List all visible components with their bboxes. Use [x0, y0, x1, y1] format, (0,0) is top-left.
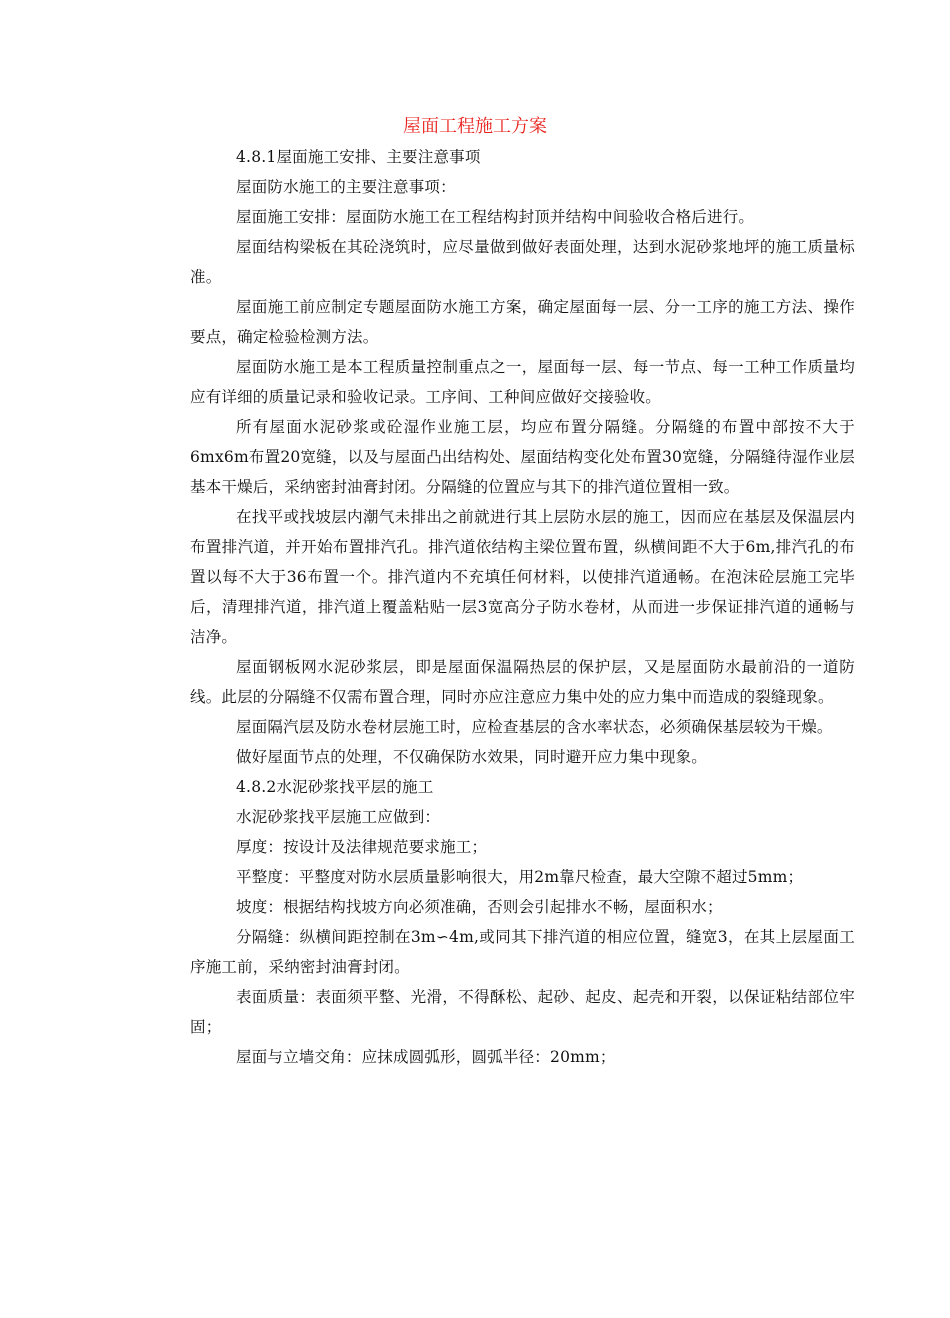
paragraph: 屋面施工安排：屋面防水施工在工程结构封顶并结构中间验收合格后进行。 [236, 208, 755, 226]
paragraph: 屋面施工前应制定专题屋面防水施工方案，确定屋面每一层、分一工序的施工方法、操作要点，确定检验检测方法。 [190, 298, 855, 346]
paragraph: 表面质量：表面须平整、光滑，不得酥松、起砂、起皮、起壳和开裂，以保证粘结部位牢固； [190, 988, 855, 1036]
paragraph: 所有屋面水泥砂浆或砼湿作业施工层，均应布置分隔缝。分隔缝的布置中部按不大于6mx6m布置20宽缝，以及与屋面凸出结构处、屋面结构变化处布置30宽缝，分隔缝待湿作业层基本干燥后，采纳密封油膏封闭。分隔缝的位置应与其下的排汽道位置相一致。 [190, 418, 855, 496]
paragraph: 屋面防水施工是本工程质量控制重点之一，屋面每一层、每一节点、每一工种工作质量均应有详细的质量记录和验收记录。工序间、工种间应做好交接验收。 [190, 358, 855, 406]
paragraph: 分隔缝：纵横间距控制在3m∽4m,或同其下排汽道的相应位置，缝宽3，在其上层屋面工序施工前，采纳密封油膏封闭。 [190, 928, 855, 976]
paragraph: 水泥砂浆找平层施工应做到： [236, 808, 441, 826]
paragraph: 屋面防水施工的主要注意事项： [236, 178, 456, 196]
section-heading-4-8-1: 4.8.1屋面施工安排、主要注意事项 [236, 148, 481, 166]
section-heading-4-8-2: 4.8.2水泥砂浆找平层的施工 [236, 778, 434, 796]
paragraph: 做好屋面节点的处理，不仅确保防水效果，同时避开应力集中现象。 [236, 748, 708, 766]
paragraph: 屋面隔汽层及防水卷材层施工时，应检查基层的含水率状态，必须确保基层较为干燥。 [236, 718, 833, 736]
paragraph: 坡度：根据结构找坡方向必须准确，否则会引起排水不畅，屋面积水； [236, 898, 723, 916]
paragraph: 在找平或找坡层内潮气未排出之前就进行其上层防水层的施工，因而应在基层及保温层内布置排汽道，并开始布置排汽孔。排汽道依结构主梁位置布置，纵横间距不大于6m,排汽孔的布置以每不大于36布置一个。排汽道内不充填任何材料，以使排汽道通畅。在泡沫砼层施工完毕后，清理排汽道，排汽道上覆盖粘贴一层3宽高分子防水卷材，从而进一步保证排汽道的通畅与洁净。 [190, 508, 855, 646]
document-body [190, 142, 855, 1072]
paragraph: 屋面与立墙交角：应抹成圆弧形，圆弧半径：20mm； [236, 1048, 616, 1066]
paragraph: 屋面钢板网水泥砂浆层，即是屋面保温隔热层的保护层，又是屋面防水最前沿的一道防线。此层的分隔缝不仅需布置合理，同时亦应注意应力集中处的应力集中而造成的裂缝现象。 [190, 658, 855, 706]
paragraph: 屋面结构梁板在其砼浇筑时，应尽量做到做好表面处理，达到水泥砂浆地坪的施工质量标准。 [190, 238, 855, 286]
paragraph: 厚度：按设计及法律规范要求施工； [236, 838, 488, 856]
paragraph: 平整度：平整度对防水层质量影响很大，用2m靠尺检查，最大空隙不超过5mm； [236, 868, 804, 886]
document-title: 屋面工程施工方案 [403, 116, 547, 137]
